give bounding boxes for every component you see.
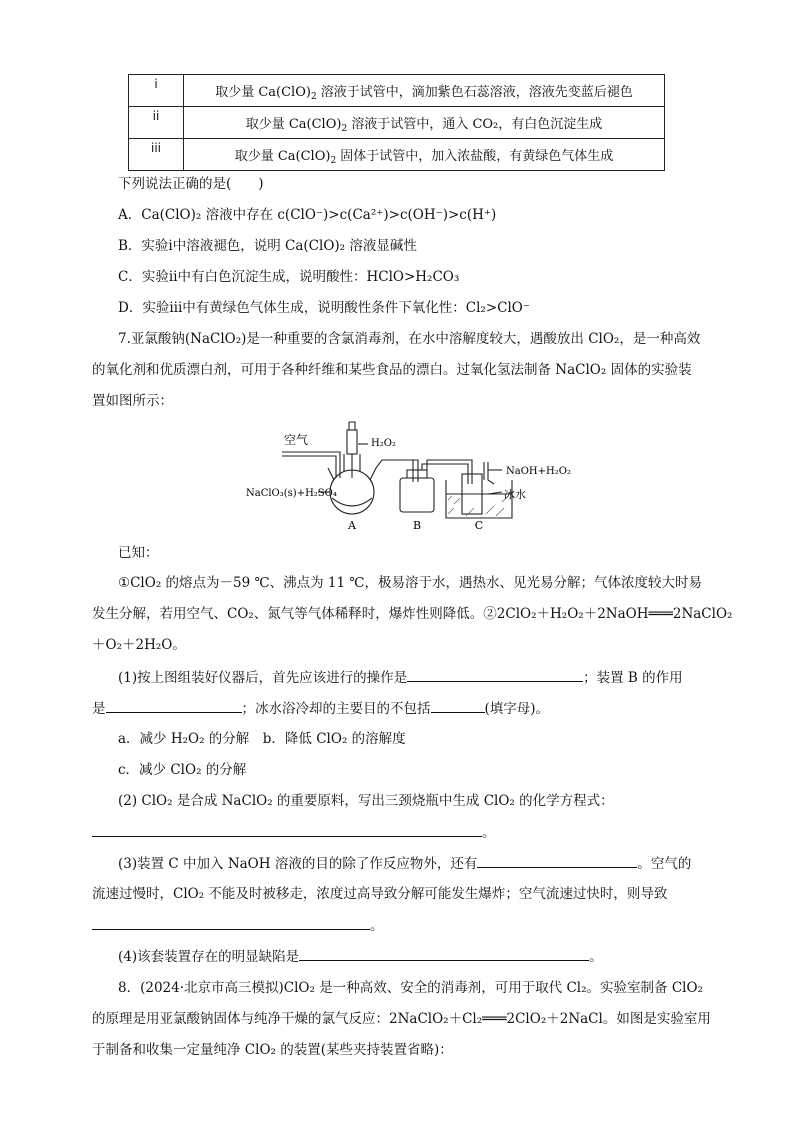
row-number: iii (129, 139, 184, 171)
answer-blank[interactable] (407, 667, 583, 682)
q7-part2-line1: (2) ClO₂ 是合成 NaClO₂ 的重要原料，写出三颈烧瓶中生成 ClO₂ 的化学方程式： (118, 793, 614, 809)
answer-blank[interactable] (299, 946, 589, 961)
known-line1: ①ClO₂ 的熔点为－59 ℃、沸点为 11 ℃，极易溶于水，遇热水、见光易分解；气体浓度较大时易 (118, 575, 702, 591)
known-heading: 已知： (118, 545, 159, 561)
answer-blank[interactable] (477, 853, 637, 868)
table-row (129, 139, 665, 171)
q7-part2-line2: 。 (92, 822, 496, 843)
figure-air-label: 空气 (284, 433, 309, 447)
q7-part3-line2: 流速过慢时，ClO₂ 不能及时被移走，浓度过高导致分解可能发生爆炸；空气流速过快时，则导致 (92, 886, 668, 902)
q6-option-a: A．Ca(ClO)₂ 溶液中存在 c(ClO⁻)>c(Ca²⁺)>c(OH⁻)>c(H⁺) (118, 207, 497, 223)
figure-h2o2-label: H₂O₂ (371, 438, 396, 449)
figure-reagent-label: NaClO₃(s)+H₂SO₄ (246, 488, 337, 499)
q8-text-line2: 的原理是用亚氯酸钠固体与纯净干燥的氯气反应：2NaClO₂＋Cl₂═══2ClO₂＋2NaCl。如图是实验室用 (92, 1011, 711, 1027)
q7-options-ab: a．减少 H₂O₂ 的分解 b．降低 ClO₂ 的溶解度 (118, 731, 406, 747)
q8-text-line1: 8．(2024·北京市高三模拟)ClO₂ 是一种高效、安全的消毒剂，可用于取代 Cl₂。实验室制备 ClO₂ (118, 980, 703, 996)
figure-label-b: B (412, 519, 422, 532)
q6-stem: 下列说法正确的是( ) (118, 176, 264, 192)
q7-part4: (4)该套装置存在的明显缺陷是 。 (118, 946, 603, 967)
q7-option-c: c．减少 ClO₂ 的分解 (118, 762, 247, 778)
known-line3: ＋O₂＋2H₂O。 (92, 637, 186, 653)
row-description: 取少量 $Ca(ClO)_2$ 固体于试管中，加入浓盐酸，有黄绿色气体生成 (184, 139, 665, 171)
q6-option-b: B．实验ⅰ中溶液褪色，说明 Ca(ClO)₂ 溶液显碱性 (118, 238, 417, 254)
experiment-table (128, 74, 665, 171)
row-number: ii (129, 107, 184, 139)
q6-option-c: C．实验ⅱ中有白色沉淀生成，说明酸性：HClO>H₂CO₃ (118, 269, 460, 285)
figure-ice-label: 冰水 (504, 488, 526, 501)
apparatus-figure (240, 418, 580, 536)
figure-label-a: A (348, 519, 356, 532)
figure-label-c: C (474, 519, 484, 532)
q7-text-line1: 7.亚氯酸钠(NaClO₂)是一种重要的含氯消毒剂，在水中溶解度较大，遇酸放出 ClO₂，是一种高效 (118, 331, 701, 347)
row-description: 取少量 $Ca(ClO)_2$ 溶液于试管中，滴加紫色石蕊溶液，溶液先变蓝后褪色 (184, 75, 665, 107)
known-line2: 发生分解，若用空气、CO₂、氮气等气体稀释时，爆炸性则降低。②2ClO₂＋H₂O₂＋2NaOH═══2NaClO₂ (92, 606, 733, 622)
q7-part3-line1: (3)装置 C 中加入 NaOH 溶液的目的除了作反应物外，还有 。空气的 (118, 853, 691, 874)
q7-part1-line1: (1)按上图组装好仪器后，首先应该进行的操作是 ；装置 B 的作用 (118, 667, 683, 688)
row-description: 取少量 $Ca(ClO)_2$ 溶液于试管中，通入 CO₂，有白色沉淀生成 (184, 107, 665, 139)
q6-option-d: D．实验ⅲ中有黄绿色气体生成，说明酸性条件下氧化性：Cl₂>ClO⁻ (118, 300, 530, 316)
answer-blank[interactable] (92, 915, 370, 930)
table-row (129, 107, 665, 139)
row-number: i (129, 75, 184, 107)
q8-text-line3: 于制备和收集一定量纯净 ClO₂ 的装置(某些夹持装置省略)： (92, 1042, 453, 1058)
q7-part3-line3: 。 (92, 915, 384, 936)
answer-blank[interactable] (92, 822, 482, 837)
q7-text-line2: 的氧化剂和优质漂白剂，可用于各种纤维和某些食品的漂白。过氧化氢法制备 NaClO₂ 固体的实验装 (92, 362, 692, 378)
answer-blank[interactable] (431, 698, 485, 713)
table-row (129, 75, 665, 107)
figure-naoh-label: NaOH+H₂O₂ (506, 466, 571, 477)
q7-text-line3: 置如图所示： (92, 393, 173, 409)
answer-blank[interactable] (106, 698, 242, 713)
q7-part1-line2: 是 ；冰水浴冷却的主要目的不包括 (填字母)。 (92, 698, 549, 719)
